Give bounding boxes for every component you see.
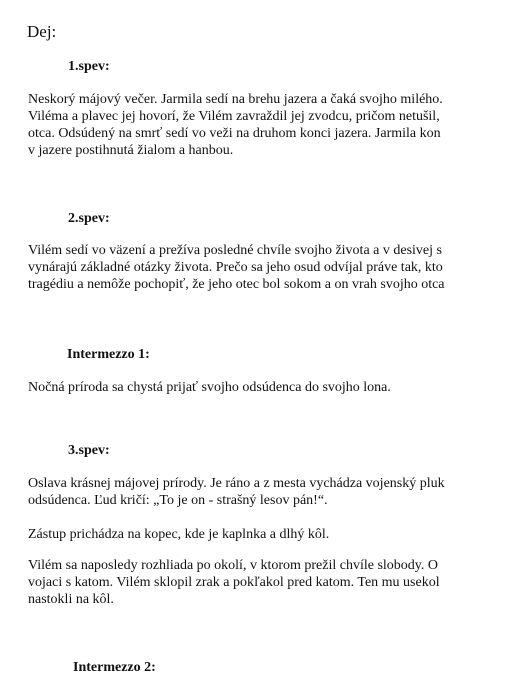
paragraph-line: nastokli na kôl. (28, 592, 114, 607)
paragraph-line: odsúdenca. Ľud kričí: „To je on - strašný lesov pán!“. (28, 493, 328, 508)
section-heading-intermezzo-2: Intermezzo 2: (73, 660, 156, 675)
paragraph-line: Oslava krásnej májovej prírody. Je ráno a z mesta vychádza vojenský pluk (28, 476, 445, 491)
section-heading-intermezzo-1: Intermezzo 1: (67, 347, 150, 362)
paragraph-line: v jazere postihnutá žialom a hanbou. (28, 143, 234, 158)
paragraph-line: Nočná príroda sa chystá prijať svojho odsúdenca do svojho lona. (28, 380, 391, 395)
paragraph-line: Vilém sa naposledy rozhliada po okolí, v ktorom prežil chvíle slobody. O (28, 558, 438, 573)
section-3-paragraph-1 (28, 475, 445, 509)
section-1-paragraph (28, 91, 443, 159)
paragraph-line: vojaci s katom. Vilém sklopil zrak a pokľakol pred katom. Ten mu usekol (28, 575, 440, 590)
section-heading-3: 3.spev: (68, 443, 110, 458)
document-title: Dej: (27, 22, 57, 41)
section-3-paragraph-2 (28, 526, 329, 543)
paragraph-line: Vilém sedí vo väzení a prežíva posledné chvíle svojho života a v desivej s (28, 243, 442, 258)
paragraph-line: vynárajú základné otázky života. Prečo sa jeho osud odvíjal práve tak, kto (28, 260, 443, 275)
section-2-paragraph (28, 242, 445, 293)
intermezzo-1-paragraph (28, 379, 391, 396)
paragraph-line: tragédiu a nemôže pochopiť, že jeho otec bol sokom a on vrah svojho otca (28, 277, 445, 292)
paragraph-line: Viléma a plavec jej hovorí, že Vilém zavraždil jej zvodcu, pričom netušil, (28, 109, 440, 124)
section-heading-2: 2.spev: (68, 211, 110, 226)
section-3-paragraph-3 (28, 557, 440, 608)
section-heading-1: 1.spev: (68, 59, 110, 74)
paragraph-line: otca. Odsúdený na smrť sedí vo veži na druhom konci jazera. Jarmila kon (28, 126, 441, 141)
paragraph-line: Zástup prichádza na kopec, kde je kaplnka a dlhý kôl. (28, 527, 330, 542)
paragraph-line: Neskorý májový večer. Jarmila sedí na brehu jazera a čaká svojho milého. (28, 92, 443, 107)
